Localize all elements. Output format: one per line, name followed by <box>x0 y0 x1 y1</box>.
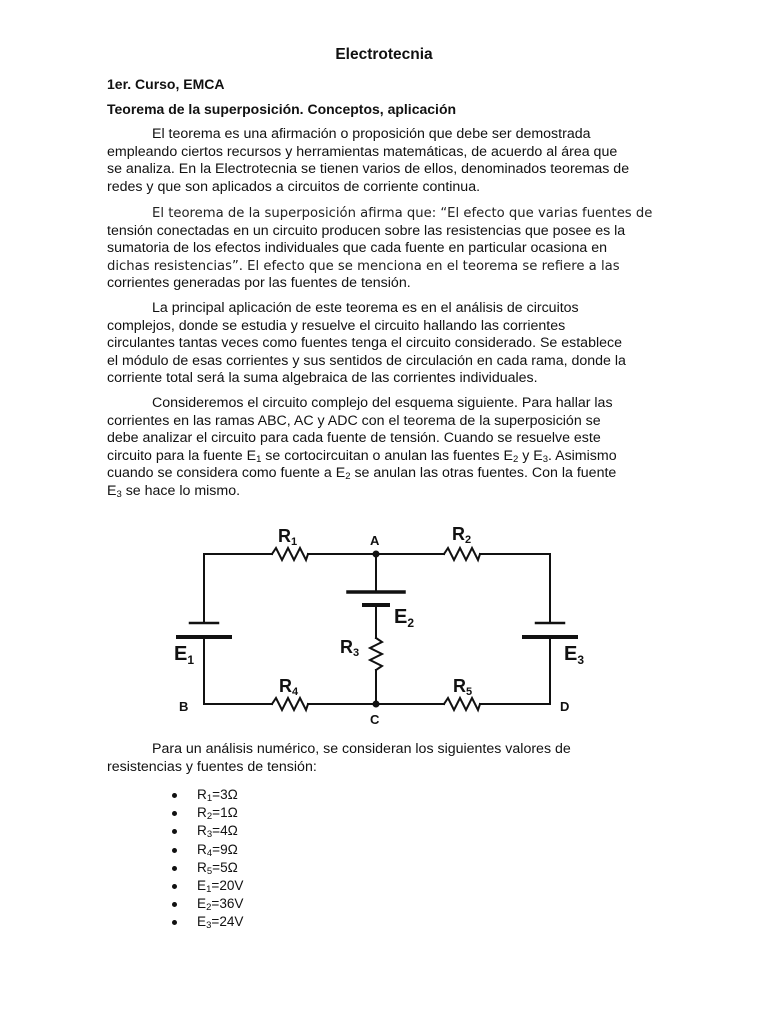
course-heading: 1er. Curso, EMCA <box>107 76 225 92</box>
circuit-diagram <box>160 520 600 730</box>
resistor-r3 <box>370 638 382 670</box>
label-r2: R2 <box>452 524 472 546</box>
paragraph-line: tensión conectadas en un circuito producen sobre las resistencias que posee es la <box>107 222 626 239</box>
paragraph-line: corrientes generadas por las fuentes de tensión. <box>107 275 411 292</box>
battery-e1 <box>178 623 230 637</box>
paragraph-line: Para un análisis numérico, se consideran los siguientes valores de <box>152 741 571 757</box>
paragraph-line: corrientes en las ramas ABC, AC y ADC con el teorema de la superposición se <box>107 412 601 429</box>
paragraph-definition <box>107 126 663 196</box>
list-item: $R_5=5\Omega$ <box>172 859 244 877</box>
resistor-r1 <box>272 548 308 560</box>
list-item: $E_3=24V$ <box>172 913 244 931</box>
paragraph-circuit-description <box>107 395 663 501</box>
paragraph-line: resistencias y fuentes de tensión: <box>107 758 317 775</box>
label-r3: R3 <box>340 637 360 659</box>
resistor-r4 <box>272 698 308 710</box>
paragraph-line: corriente total será la suma algebraica de las corrientes individuales. <box>107 370 538 387</box>
section-heading: Teorema de la superposición. Conceptos, aplicación <box>107 101 457 117</box>
junction-c <box>373 701 380 708</box>
paragraph-line: debe analizar el circuito para cada fuente de tensión. Cuando se resuelve este <box>107 430 601 447</box>
paragraph-line: redes y que son aplicados a circuitos de corriente continua. <box>107 178 481 195</box>
list-item: $E_1=20V$ <box>172 877 244 895</box>
paragraph-theorem-statement <box>107 205 663 293</box>
list-item: $E_2=36V$ <box>172 895 244 913</box>
resistor-r2 <box>444 548 480 560</box>
label-r5: R5 <box>453 676 473 698</box>
paragraph-line: $E_3$ se hace lo mismo. <box>107 482 241 500</box>
paragraph-line: circuito para la fuente $E_1$ se cortocircuitan o anulan las fuentes $E_2$ y $E_3$. Asimismo <box>107 447 617 465</box>
component-values-list <box>172 786 244 932</box>
list-item: $R_4=9\Omega$ <box>172 841 244 859</box>
paragraph-line: Consideremos el circuito complejo del esquema siguiente. Para hallar las <box>152 395 613 411</box>
paragraph-line: sumatoria de los efectos individuales que cada fuente en particular ocasiona en <box>107 240 608 257</box>
paragraph-line: dichas resistencias”. El efecto que se menciona en el teorema se refiere a las <box>107 258 620 274</box>
paragraph-line: circulantes tantas veces como fuentes tenga el circuito considerado. Se establece <box>107 335 622 352</box>
junction-a <box>373 551 380 558</box>
list-item: $R_3=4\Omega$ <box>172 822 244 840</box>
label-node-c: C <box>370 712 380 727</box>
label-node-a: A <box>370 533 380 548</box>
label-e2: $E_2$ <box>394 606 415 630</box>
paragraph-line: se analiza. En la Electrotecnia se tienen varios de ellos, denominados teoremas de <box>107 161 630 178</box>
document-title: Electrotecnia <box>335 46 433 63</box>
label-e3: $E_3$ <box>564 643 585 667</box>
paragraph-numeric-intro <box>107 741 663 776</box>
label-r4: R4 <box>279 676 299 698</box>
paragraph-application <box>107 300 663 388</box>
list-item: $R_2=1\Omega$ <box>172 804 244 822</box>
paragraph-line: el módulo de esas corrientes y sus sentidos de circulación en cada rama, donde la <box>107 352 626 369</box>
paragraph-line: complejos, donde se estudia y resuelve el circuito hallando las corrientes <box>107 317 566 334</box>
resistor-r5 <box>444 698 480 710</box>
paragraph-line: El teorema de la superposición afirma que: “El efecto que varias fuentes de <box>152 206 653 221</box>
list-item: $R_1=3\Omega$ <box>172 786 244 804</box>
label-e1: $E_1$ <box>174 643 195 667</box>
paragraph-line: El teorema es una afirmación o proposición que debe ser demostrada <box>152 126 591 142</box>
label-node-d: D <box>560 699 570 714</box>
paragraph-line: empleando ciertos recursos y herramientas matemáticas, de acuerdo al área que <box>107 143 618 160</box>
paragraph-line: La principal aplicación de este teorema es en el análisis de circuitos <box>152 300 579 316</box>
label-node-b: B <box>179 699 189 714</box>
paragraph-line: cuando se considera como fuente a $E_2$ se anulan las otras fuentes. Con la fuente <box>107 465 617 483</box>
label-r1: R1 <box>278 526 298 548</box>
battery-e3 <box>524 623 576 637</box>
battery-e2 <box>348 592 404 605</box>
